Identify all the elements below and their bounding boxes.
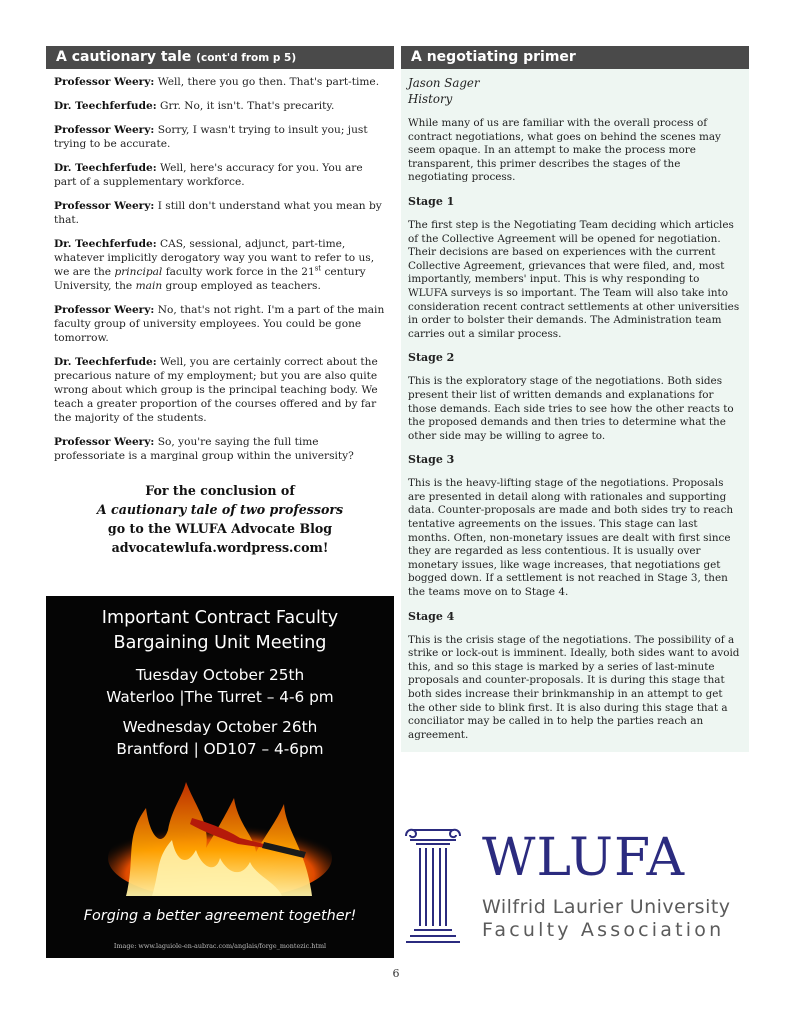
dialog-line	[54, 355, 386, 425]
speech: CAS, sessional, adjunct, part-time, whatever implicitly derogatory way you want to refer to us, we are the	[54, 238, 375, 278]
speech: Grr. No, it isn't. That's precarity.	[156, 100, 335, 112]
meeting-flyer	[46, 596, 394, 958]
conclusion-line: A cautionary tale of two professors	[96, 502, 344, 517]
stage-heading: Stage 4	[408, 609, 455, 623]
dialog-line	[54, 99, 386, 113]
primer-body	[401, 69, 749, 752]
cautionary-tale-section	[46, 46, 394, 557]
stage-heading: Stage 1	[408, 194, 455, 208]
dialog-line	[54, 237, 386, 293]
negotiating-primer-header	[401, 46, 749, 69]
speech: century University, the	[54, 266, 366, 292]
stage-heading: Stage 2	[408, 351, 455, 365]
dialog	[46, 69, 394, 463]
negotiating-primer-title: A negotiating primer	[411, 49, 576, 65]
stage-text: The first step is the Negotiating Team deciding which articles of the Collective Agreement will be opened for negotiation. Their decisions are based on experiences with the current Collective Agreement, grievances that were filed, and, most importantly, members' input. This is why responding to WLUFA surveys is so important. The Team will also take into consideration recent contract settlements at other universities in order to bolster their demands. The Administration team carries out a similar process.	[408, 218, 740, 340]
dialog-line	[54, 303, 386, 345]
cautionary-tale-header	[46, 46, 394, 69]
speaker: Dr. Teechferfude:	[54, 356, 157, 368]
dialog-line	[54, 75, 386, 89]
speech-emphasis: main	[135, 280, 163, 292]
logo-association: Faculty Association	[482, 919, 725, 941]
meeting-tagline: Forging a better agreement together!	[83, 908, 357, 924]
speech: Well, you are certainly correct about the precarious nature of my employment; but you are also quite wrong about which group is the principal teaching body. We teach a greater proportion of the courses offered and by far the majority of the students.	[54, 356, 378, 424]
stage-text: This is the exploratory stage of the negotiations. Both sides present their list of written demands and explanations for those demands. Each side tries to see how the other reacts to the proposed demands and then tries to determine what the other side may be willing to agree to.	[408, 375, 734, 442]
stage-text: This is the heavy-lifting stage of the negotiations. Proposals are presented in detail along with rationales and supporting data. Counter-proposals are made and both sides try to reach tentative agreements on the issues. This stage can last months. Often, non-monetary issues are dealt with first since they are regarded as less contentious. It is usually over monetary issues, like wage increases, that negotiations get bogged down. If a settlement is not reached in Stage 3, then the teams move on to Stage 4.	[408, 477, 734, 599]
forge-fire-image	[106, 778, 334, 896]
stage-heading: Stage 3	[408, 453, 455, 467]
dialog-line	[54, 123, 386, 151]
speaker: Professor Weery:	[54, 200, 155, 212]
dialog-line	[54, 199, 386, 227]
speech: So, you're saying the full time professoriate is a marginal group within the university?	[54, 436, 354, 462]
image-credit: Image: www.laguiole-en-aubrac.com/anglais/forge_montezic.html	[113, 942, 327, 950]
meeting-location: Brantford | OD107 – 4-6pm	[116, 740, 324, 758]
author-name: Jason Sager	[408, 76, 480, 90]
speaker: Dr. Teechferfude:	[54, 238, 157, 250]
dialog-line	[54, 435, 386, 463]
conclusion-line: go to the WLUFA Advocate Blog	[107, 521, 333, 536]
stage-text: This is the crisis stage of the negotiations. The possibility of a strike or lock-out is imminent. Ideally, both sides want to avoid this, and so this stage is marked by a series of last-minute proposals and counter-proposals. It is during this stage that both sides increase their brinkmanship in an attempt to get the other side to blink first. It is also during this stage that a conciliator may be called in to help the parties reach an agreement.	[408, 633, 740, 741]
conclusion-note	[46, 481, 394, 557]
ionic-column-icon	[402, 826, 464, 944]
blog-link[interactable]: advocatewlufa.wordpress.com!	[111, 540, 329, 555]
dialog-line	[54, 161, 386, 189]
speaker: Professor Weery:	[54, 76, 155, 88]
meeting-title-line: Bargaining Unit Meeting	[113, 633, 327, 653]
superscript: st	[314, 264, 322, 273]
negotiating-primer-section	[401, 46, 749, 752]
speech: Well, there you go then. That's part-time.	[154, 76, 380, 88]
speech: Sorry, I wasn't trying to insult you; just trying to be accurate.	[54, 124, 368, 150]
conclusion-line: For the conclusion of	[145, 483, 295, 498]
speech: Well, here's accuracy for you. You are part of a supplementary workforce.	[54, 162, 363, 188]
meeting-title	[46, 606, 394, 656]
cautionary-tale-title: A cautionary tale	[56, 49, 192, 65]
speech: I still don't understand what you mean by that.	[54, 200, 382, 226]
logo-wordmark: WLUFA	[482, 828, 686, 888]
speaker: Dr. Teechferfude:	[54, 162, 157, 174]
speech: No, that's not right. I'm a part of the main faculty group of university employees. You could be gone tomorrow.	[54, 304, 385, 344]
meeting-date: Wednesday October 26th	[122, 718, 318, 736]
author-department: History	[408, 92, 453, 106]
speaker: Professor Weery:	[54, 436, 155, 448]
cautionary-tale-continued: (cont'd from p 5)	[196, 52, 297, 64]
logo-university: Wilfrid Laurier University	[482, 896, 731, 918]
speaker: Dr. Teechferfude:	[54, 100, 157, 112]
speech: group employed as teachers.	[162, 280, 321, 292]
speech-emphasis: principal	[114, 266, 163, 278]
page-number: 6	[392, 967, 400, 980]
speaker: Professor Weery:	[54, 304, 155, 316]
speech: faculty work force in the 21	[162, 266, 315, 278]
wlufa-logo	[402, 826, 750, 944]
primer-intro: While many of us are familiar with the overall process of contract negotiations, what goes on behind the scenes may seem opaque. In an attempt to make the process more transparent, this primer describes the stages of the negotiating process.	[408, 117, 721, 184]
meeting-title-line: Important Contract Faculty	[101, 608, 339, 628]
meeting-location: Waterloo |The Turret – 4-6 pm	[106, 688, 334, 706]
meeting-date: Tuesday October 25th	[135, 666, 305, 684]
speaker: Professor Weery:	[54, 124, 155, 136]
